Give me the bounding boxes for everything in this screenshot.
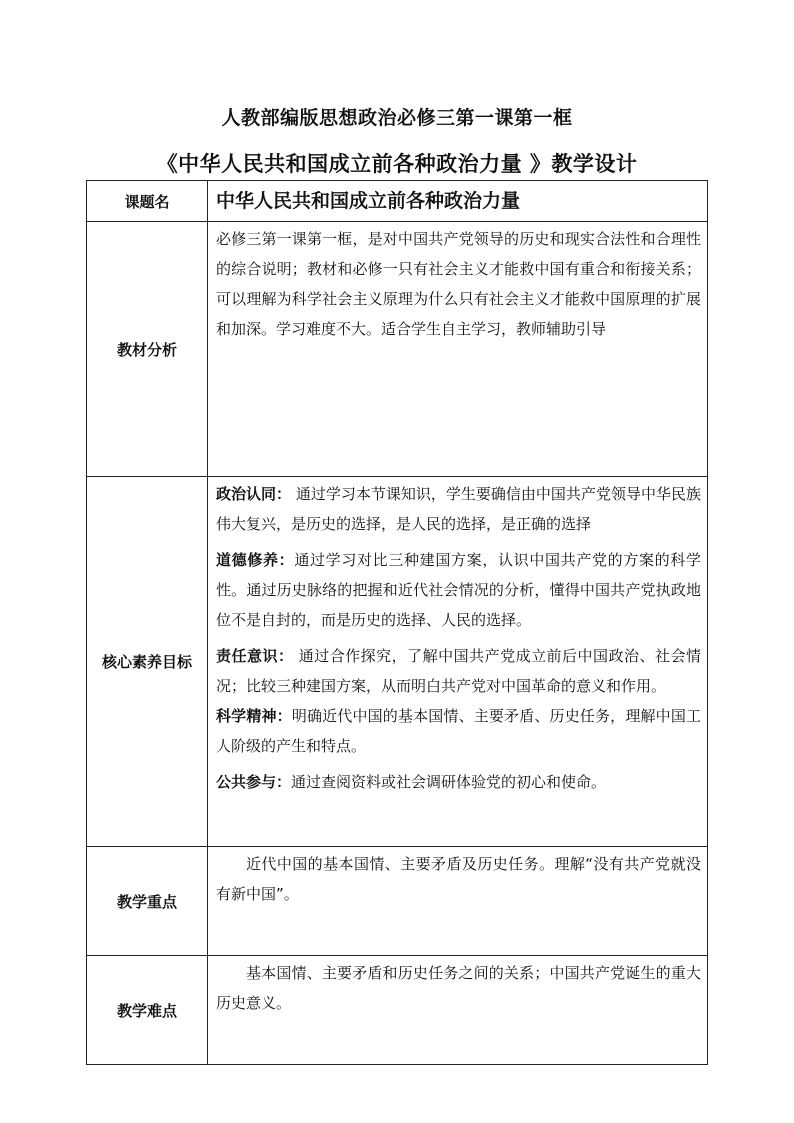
- difficulties-content: [208, 956, 708, 1065]
- topic-label: 课题名: [87, 181, 208, 222]
- core-label: 核心素养目标: [87, 477, 208, 847]
- table-row-topic: [87, 181, 708, 222]
- difficulties-text: 基本国情、主要矛盾和历史任务之间的关系；中国共产党诞生的重大历史意义。: [216, 964, 701, 1012]
- core-item-political: [216, 479, 701, 539]
- document-subtitle: 《中华人民共和国成立前各种政治力量 》教学设计: [156, 151, 638, 176]
- document-title: 人教部编版思想政治必修三第一课第一框: [221, 107, 573, 129]
- table-row-core-literacy: [87, 477, 708, 847]
- difficulties-label: 教学难点: [87, 956, 208, 1065]
- topic-value: 中华人民共和国成立前各种政治力量: [208, 181, 708, 222]
- analysis-label: 教材分析: [87, 222, 208, 477]
- core-item-text: 通过学习本节课知识，学生要确信由中国共产党领导中华民族伟大复兴，是历史的选择，是人民的选择，是正确的选择: [216, 485, 701, 533]
- key-points-label: 教学重点: [87, 847, 208, 956]
- lesson-design-table: [86, 180, 708, 1065]
- core-item-lead: 政治认同：: [216, 485, 292, 503]
- core-item-science: [216, 701, 701, 761]
- core-item-responsibility: [216, 641, 701, 701]
- core-item-text: 通过合作探究，了解中国共产党成立前后中国政治、社会情况；比较三种建国方案，从而明白共产党对中国革命的意义和作用。: [216, 647, 701, 695]
- core-item-lead: 科学精神：: [216, 707, 292, 725]
- core-item-moral: [216, 545, 701, 635]
- key-points-content: [208, 847, 708, 956]
- core-item-lead: 责任意识：: [216, 647, 294, 665]
- core-item-participation: [216, 767, 701, 797]
- core-item-text: 通过查阅资料或社会调研体验党的初心和使命。: [291, 773, 607, 791]
- key-points-text: 近代中国的基本国情、主要矛盾及历史任务。理解“没有共产党就没有新中国”。: [216, 855, 701, 903]
- core-item-lead: 道德修养：: [216, 551, 295, 569]
- core-item-text: 明确近代中国的基本国情、主要矛盾、历史任务，理解中国工人阶级的产生和特点。: [216, 707, 701, 755]
- core-item-text: 通过学习对比三种建国方案，认识中国共产党的方案的科学性。通过历史脉络的把握和近代社会情况的分析，懂得中国共产党执政地位不是自封的，而是历史的选择、人民的选择。: [216, 551, 701, 629]
- core-item-lead: 公共参与：: [216, 773, 292, 791]
- table-row-difficulties: [87, 956, 708, 1065]
- table-row-key-points: [87, 847, 708, 956]
- analysis-text: 必修三第一课第一框，是对中国共产党领导的历史和现实合法性和合理性的综合说明；教材和必修一只有社会主义才能救中国有重合和衔接关系；可以理解为科学社会主义原理为什么只有社会主义才能救中国原理的扩展和加深。学习难度不大。适合学生自主学习，教师辅助引导: [208, 222, 708, 477]
- table-row-analysis: [87, 222, 708, 477]
- core-content: [208, 477, 708, 847]
